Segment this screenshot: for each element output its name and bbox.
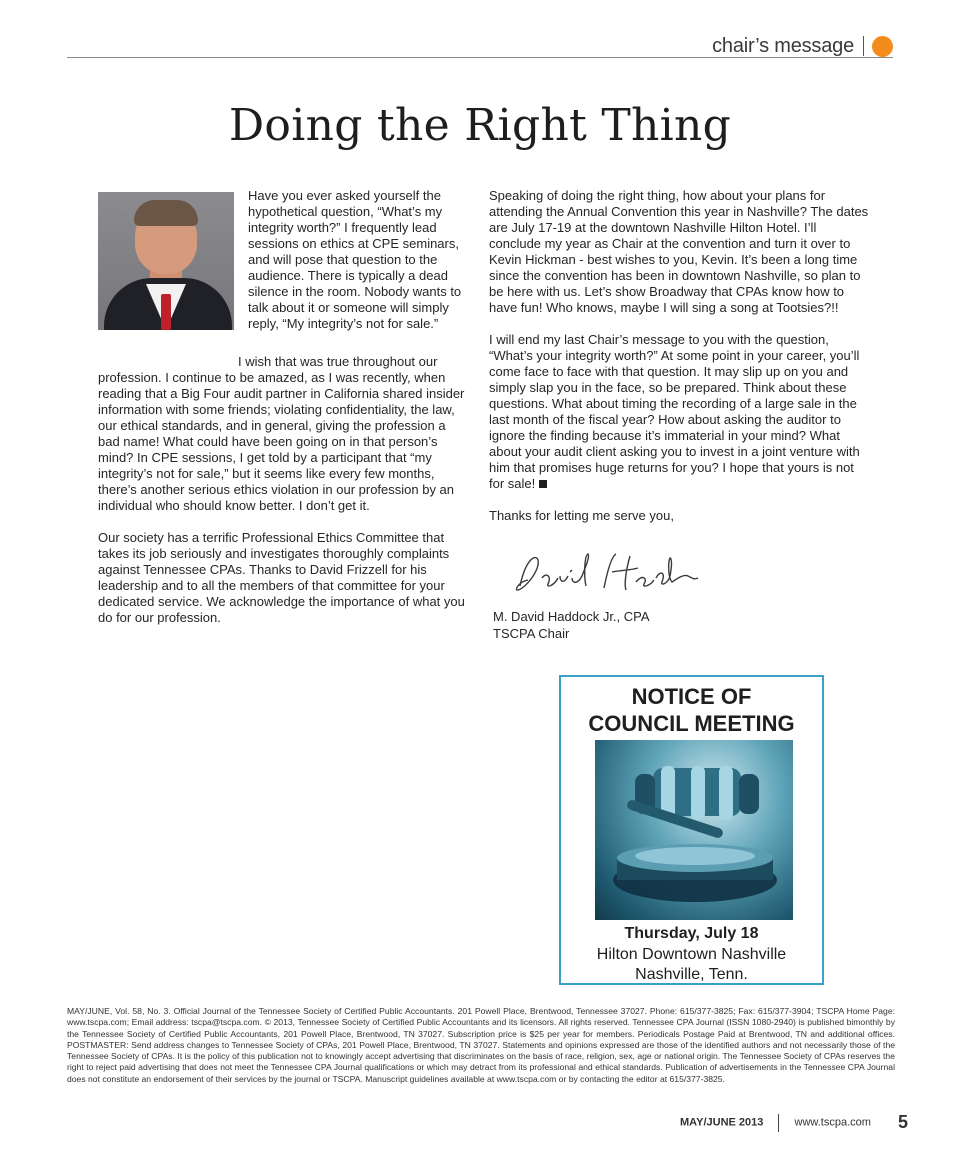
orange-dot-icon (872, 36, 893, 57)
council-meeting-notice (559, 675, 824, 985)
paragraph-5 (489, 332, 869, 492)
page-folio (680, 1112, 908, 1133)
notice-venue: Hilton Downtown Nashville (596, 946, 787, 963)
notice-location (561, 945, 822, 985)
masthead-footer: MAY/JUNE, Vol. 58, No. 3. Official Journal of the Tennessee Society of Certified Public Accountants. 201 Powell Place, Brentwood, Tennessee 37027. Phone: 615/377-3825; Fax: 615/377-3904; TSCPA Home Page: www.tscpa.com; Email address: tscpa@tscpa.com. © 2013, Tennessee Society of Certified Public Accountants and its licensors. All rights reserved. Tennessee CPA Journal (ISSN 1080-2940) is published bimonthly by the Tennessee Society of Certified Public Accountants, 201 Powell Place, Brentwood, TN 37027. Subscription price is $25 per year for members. Periodicals Postage Paid at Brentwood, TN and additional offices. POSTMASTER: Send address changes to Tennessee Society of CPAs, 201 Powell Place, Brentwood, TN 37027. Statements and opinions expressed are those of the identified authors and not necessarily those of the Tennessee Society of CPAs. It is the policy of this publication not to knowingly accept advertising that discriminates on the basis of race, religion, sex, age or national origin. The Tennessee Society of CPAs reserves the right to reject paid advertising that does not meet the Tennessee CPA Journal qualifications or which may detract from its professional and ethical standards. Publication of advertisements in the Tennessee CPA Journal does not constitute an endorsement of their services by the journal or TSCPA. Manuscript guidelines available at www.tscpa.com or by contacting the editor at 615/377-3825. (67, 1006, 895, 1084)
notice-title-line-2: COUNCIL MEETING (588, 711, 795, 736)
issue-label: MAY/JUNE 2013 (680, 1116, 764, 1129)
left-column (98, 188, 470, 626)
author-role: TSCPA Chair (493, 626, 570, 641)
closing-line: Thanks for letting me serve you, (489, 508, 674, 523)
end-mark-icon (539, 480, 547, 488)
paragraph-3: Our society has a terrific Professional Ethics Committee that takes its job seriously and investigates thoroughly complaints against Tennessee CPAs. Thanks to David Frizzell for his leadership and to all the members of that committee for your dedicated service. We acknowledge the importance of what you do for our profession. (98, 530, 465, 625)
notice-city: Nashville, Tenn. (635, 966, 748, 983)
right-column (489, 188, 869, 540)
header-rule (67, 57, 893, 58)
section-label: chair’s message (712, 35, 854, 57)
paragraph-1: Have you ever asked yourself the hypothetical question, “What’s my integrity worth?” I frequently lead sessions on ethics at CPE seminars, and will pose that question to the audience. There is typically a dead silence in the room. Nobody wants to talk about it or someone will simply reply, “My integrity’s not for sale.” (248, 188, 462, 331)
gavel-image (595, 740, 793, 920)
page-number: 5 (897, 1112, 908, 1132)
paragraph-2: I wish that was true throughout our profession. I continue to be amazed, as I was recently, when reading that a Big Four audit partner in California shared insider information with some friends; violating confidentiality, the law, our ethical standards, and in general, giving the profession a bad name! What could have been going on in that person’s mind? In CPE sessions, I get told by a participant that “my integrity’s not for sale,” but it seems like every few months, there’s another serious ethics violation in our profession by an individual who should know better. I don’t get it. (98, 354, 465, 513)
author-name: M. David Haddock Jr., CPA (493, 609, 650, 624)
portrait-photo (98, 192, 234, 330)
signature (512, 548, 702, 605)
notice-date: Thursday, July 18 (624, 925, 759, 942)
notice-title-line-1: NOTICE OF (631, 684, 752, 709)
header-divider (863, 36, 864, 56)
signoff (493, 608, 650, 642)
paragraph-4: Speaking of doing the right thing, how about your plans for attending the Annual Convention this year in Nashville? The dates are July 17-19 at the downtown Nashville Hilton Hotel. I’ll conclude my year as Chair at the convention and turn it over to Kevin Hickman - best wishes to you, Kevin. It’s been a long time since the convention has been in downtown Nashville, so plan to be here with us. Let’s show Broadway that CPAs know how to have fun! Who knows, maybe I will sing a song at Tootsies?!! (489, 188, 869, 315)
article-title: Doing the Right Thing (228, 100, 732, 151)
website-link[interactable]: www.tscpa.com (794, 1116, 871, 1129)
notice-title (561, 683, 822, 737)
folio-divider (778, 1114, 779, 1132)
paragraph-5-text: I will end my last Chair’s message to you with the question, “What’s your integrity worth?” At some point in your career, you’ll come face to face with that question. It may slip up on you and simply slap you in the face, so be prepared. Think about these questions. What about timing the recording of a large sale in the last month of the fiscal year? How about asking the auditor to ignore the finding because it’s immaterial in your mind? What about your audit client asking you to invest in a joint venture with him that promises huge returns for you? I hope that yours is not for sale! (489, 332, 860, 491)
